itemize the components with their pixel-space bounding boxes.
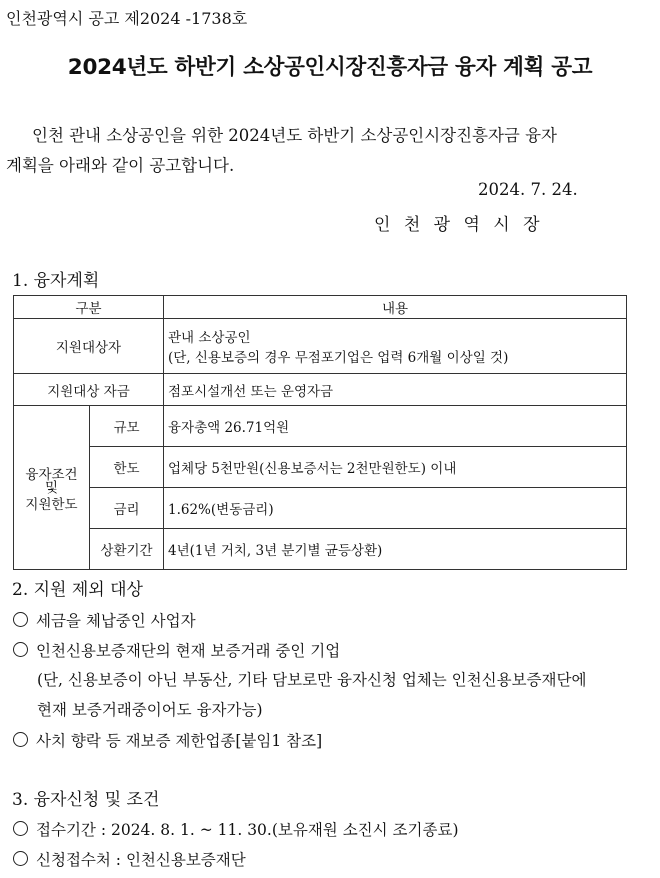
document-number: 인천광역시 공고 제2024 -1738호 <box>6 9 248 28</box>
exclusion-note-2: 현재 보증거래중이어도 융자가능) <box>37 701 263 719</box>
list-item <box>13 609 196 631</box>
fund-value: 점포시설개선 또는 운영자금 <box>164 374 627 406</box>
table-header-category: 구분 <box>14 296 164 319</box>
application-period: 접수기간 : 2024. 8. 1. ~ 11. 30.(보유재원 소진시 조기종료) <box>36 821 459 839</box>
table-row <box>14 319 627 374</box>
table-row <box>14 406 627 447</box>
interest-value: 1.62%(변동금리) <box>164 488 627 529</box>
loan-plan-table <box>13 295 627 570</box>
list-item <box>13 729 322 751</box>
table-row <box>14 447 627 488</box>
limit-value: 업체당 5천만원(신용보증서는 2천만원한도) 이내 <box>164 447 627 488</box>
issuer-name: 인 천 광 역 시 장 <box>374 215 544 235</box>
target-line-1: 관내 소상공인 <box>168 330 251 346</box>
table-header-row <box>14 296 627 319</box>
interest-label: 금리 <box>90 488 164 529</box>
exclusion-item-3: 사치 향락 등 재보증 제한업종[붙임1 참조] <box>36 732 323 750</box>
table-row <box>14 488 627 529</box>
repayment-label: 상환기간 <box>90 529 164 570</box>
circle-bullet-icon <box>13 732 28 747</box>
condition-label <box>14 406 90 570</box>
target-value <box>164 319 627 374</box>
target-label: 지원대상자 <box>14 319 164 374</box>
exclusion-item-1: 세금을 체납중인 사업자 <box>36 612 196 630</box>
scale-label: 규모 <box>90 406 164 447</box>
table-header-content: 내용 <box>164 296 627 319</box>
repayment-value: 4년(1년 거치, 3년 분기별 균등상환) <box>164 529 627 570</box>
circle-bullet-icon <box>13 821 28 836</box>
intro-line-2: 계획을 아래와 같이 공고합니다. <box>6 156 235 175</box>
fund-label: 지원대상 자금 <box>14 374 164 406</box>
circle-bullet-icon <box>13 851 28 866</box>
circle-bullet-icon <box>13 612 28 627</box>
scale-value: 융자총액 26.71억원 <box>164 406 627 447</box>
condition-label-line-1: 융자조건 <box>25 466 78 483</box>
list-item <box>13 848 246 870</box>
list-item <box>13 818 459 840</box>
condition-label-line-2: 및 <box>44 479 59 496</box>
exclusion-item-2: 인천신용보증재단의 현재 보증거래 중인 기업 <box>36 642 341 660</box>
intro-line-1: 인천 관내 소상공인을 위한 2024년도 하반기 소상공인시장진흥자금 융자 <box>32 126 557 145</box>
condition-label-line-3: 지원한도 <box>25 496 78 513</box>
application-office: 신청접수처 : 인천신용보증재단 <box>36 851 246 869</box>
table-row <box>14 529 627 570</box>
section-2-heading: 2. 지원 제외 대상 <box>12 580 143 600</box>
section-3-heading: 3. 융자신청 및 조건 <box>12 790 160 810</box>
notice-date: 2024. 7. 24. <box>478 180 578 199</box>
limit-label: 한도 <box>90 447 164 488</box>
table-row <box>14 374 627 406</box>
exclusion-note-1: (단, 신용보증이 아닌 부동산, 기타 담보로만 융자신청 업체는 인천신용보증재단에 <box>37 671 587 689</box>
circle-bullet-icon <box>13 642 28 657</box>
page-title: 2024년도 하반기 소상공인시장진흥자금 융자 계획 공고 <box>67 55 593 80</box>
section-1-heading: 1. 융자계획 <box>12 271 100 291</box>
list-item <box>13 639 340 661</box>
target-line-2: (단, 신용보증의 경우 무점포기업은 업력 6개월 이상일 것) <box>168 350 509 366</box>
